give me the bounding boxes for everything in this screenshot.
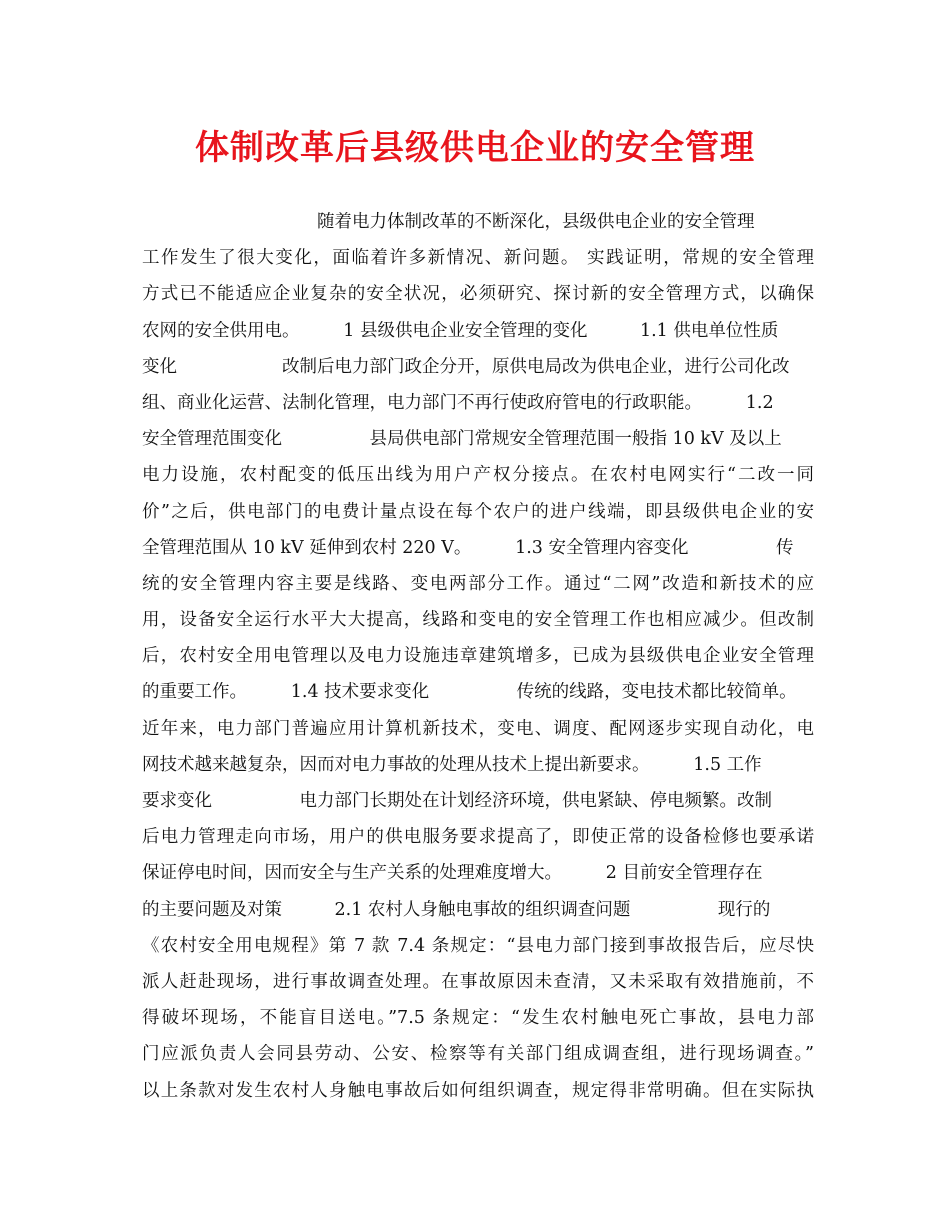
body-line: 的重要工作。 1.4 技术要求变化 传统的线路，变电技术都比较简单。 xyxy=(142,682,797,703)
body-line: 得破坏现场，不能盲目送电。”7.5 条规定：“发生农村触电死亡事故，县电力部 xyxy=(142,1008,814,1029)
body-line: 变化 改制后电力部门政企分开，原供电局改为供电企业，进行公司化改 xyxy=(142,356,790,377)
body-line: 随着电力体制改革的不断深化，县级供电企业的安全管理 xyxy=(142,212,755,232)
body-line: 全管理范围从 10 kV 延伸到农村 220 V。 1.3 安全管理内容变化 传 xyxy=(142,537,794,558)
body-line: 以上条款对发生农村人身触电事故后如何组织调查，规定得非常明确。但在实际执 xyxy=(142,1080,814,1101)
body-line: 的主要问题及对策 2.1 农村人身触电事故的组织调查问题 现行的 xyxy=(142,899,771,920)
document-body xyxy=(142,204,814,1109)
body-line: 电力设施，农村配变的低压出线为用户产权分接点。在农村电网实行“二改一同 xyxy=(142,465,814,486)
body-line: 后电力管理走向市场，用户的供电服务要求提高了，即使正常的设备检修也要承诺 xyxy=(142,827,814,848)
body-line: 网技术越来越复杂，因而对电力事故的处理从技术上提出新要求。 1.5 工作 xyxy=(142,754,762,775)
body-line: 价”之后，供电部门的电费计量点设在每个农户的进户线端，即县级供电企业的安 xyxy=(142,501,814,522)
body-line: 组、商业化运营、法制化管理，电力部门不再行使政府管电的行政职能。 1.2 xyxy=(142,392,774,413)
body-line: 要求变化 电力部门长期处在计划经济环境，供电紧缺、停电频繁。改制 xyxy=(142,791,772,811)
body-line: 方式已不能适应企业复杂的安全状况，必须研究、探讨新的安全管理方式，以确保 xyxy=(142,284,814,305)
document-title: 体制改革后县级供电企业的安全管理 xyxy=(195,128,755,168)
body-line: 后，农村安全用电管理以及电力设施违章建筑增多，已成为县级供电企业安全管理 xyxy=(142,646,814,667)
body-line: 保证停电时间，因而安全与生产关系的处理难度增大。 2 目前安全管理存在 xyxy=(142,863,763,884)
body-line: 近年来，电力部门普遍应用计算机新技术，变电、调度、配网逐步实现自动化，电 xyxy=(142,718,814,739)
body-line: 门应派负责人会同县劳动、公安、检察等有关部门组成调查组，进行现场调查。” xyxy=(142,1044,814,1065)
body-line: 农网的安全供用电。 1 县级供电企业安全管理的变化 1.1 供电单位性质 xyxy=(142,320,779,341)
body-line: 工作发生了很大变化，面临着许多新情况、新问题。 实践证明，常规的安全管理 xyxy=(142,248,814,269)
body-line: 《农村安全用电规程》第 7 款 7.4 条规定：“县电力部门接到事故报告后，应尽快 xyxy=(142,935,814,956)
body-line: 安全管理范围变化 县局供电部门常规安全管理范围一般指 10 kV 及以上 xyxy=(142,429,782,450)
body-line: 统的安全管理内容主要是线路、变电两部分工作。通过“二网”改造和新技术的应 xyxy=(142,573,814,594)
body-line: 用，设备安全运行水平大大提高，线路和变电的安全管理工作也相应减少。但改制 xyxy=(142,610,814,631)
body-line: 派人赶赴现场，进行事故调查处理。在事故原因未查清，又未采取有效措施前，不 xyxy=(142,971,814,992)
